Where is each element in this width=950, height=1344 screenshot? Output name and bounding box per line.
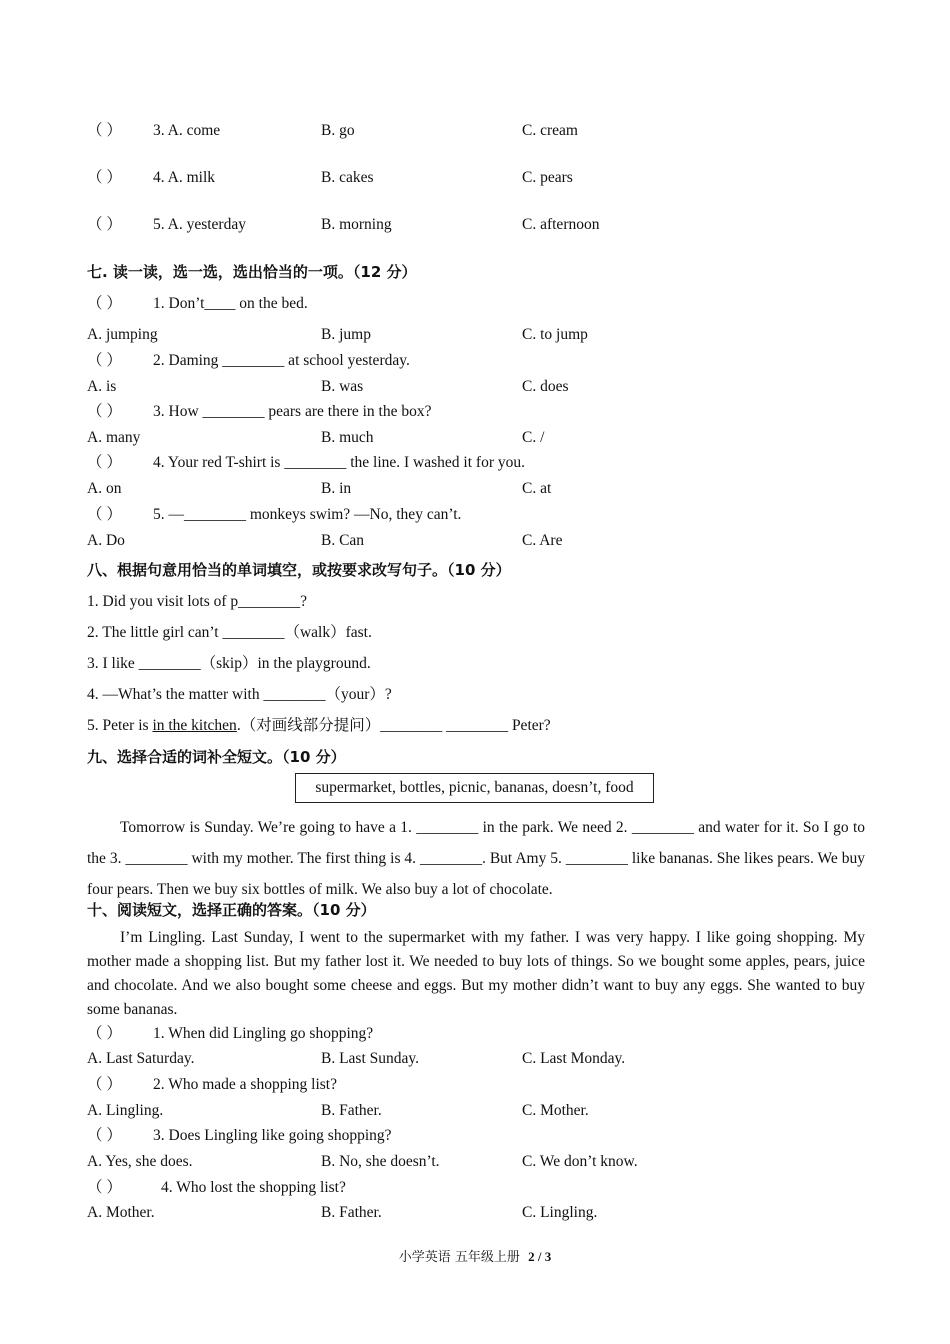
page-number: 2 / 3 (528, 1249, 552, 1264)
sec7-q3-options: A. many B. much C. / (87, 429, 545, 446)
sec10-q3-options: A. Yes, she does. B. No, she doesn’t. C. We don’t know. (87, 1153, 638, 1170)
page-footer: 小学英语 五年级上册 2 / 3 (398, 1249, 552, 1265)
section-7-title: 七. 读一读，选一选，选出恰当的一项。（12 分） (87, 263, 417, 281)
sec8-item-5: 5. Peter is in the kitchen.（对画线部分提问）________ ________ Peter? (87, 717, 551, 734)
sec10-q1-stem: （ ） 1. When did Lingling go shopping? (87, 1025, 374, 1042)
word-box: supermarket, bottles, picnic, bananas, doesn’t, food (295, 773, 654, 803)
sec8-item-4: 4. —What’s the matter with ________（your）? (87, 686, 392, 703)
sec10-q2-options: A. Lingling. B. Father. C. Mother. (87, 1102, 589, 1119)
sec7-q1-options: A. jumping B. jump C. to jump (87, 326, 588, 343)
sec10-passage: I’m Lingling. Last Sunday, I went to the supermarket with my father. I was very happy. I like going shopping. My mother made a shopping list. But my father lost it. We needed to buy lots of things. So we bought some apples, pears, juice and chocolate. And we also bought some cheese and eggs. But my mother didn’t want to buy any eggs. She wanted to buy some bananas. (87, 929, 865, 1018)
sec10-q3-stem: （ ） 3. Does Lingling like going shopping? (87, 1127, 392, 1144)
sec7-q2-options: A. is B. was C. does (87, 378, 569, 395)
sec7-q4-stem: （ ） 4. Your red T-shirt is ________ the line. I washed it for you. (87, 454, 525, 471)
sec6-q5: （ ） 5. A. yesterday B. morning C. afternoon (87, 216, 600, 233)
sec6-q3: （ ） 3. A. come B. go C. cream (87, 122, 578, 139)
sec10-q4-options: A. Mother. B. Father. C. Lingling. (87, 1204, 598, 1221)
section-8-title: 八、根据句意用恰当的单词填空，或按要求改写句子。（10 分） (87, 561, 511, 579)
sec7-q4-options: A. on B. in C. at (87, 480, 552, 497)
section-10-title: 十、阅读短文，选择正确的答案。（10 分） (87, 901, 376, 919)
sec6-q4: （ ） 4. A. milk B. cakes C. pears (87, 169, 573, 186)
sec7-q5-stem: （ ） 5. —________ monkeys swim? —No, they can’t. (87, 506, 462, 523)
sec7-q3-stem: （ ） 3. How ________ pears are there in the box? (87, 403, 432, 420)
underlined-phrase: in the kitchen (152, 717, 237, 734)
sec10-q2-stem: （ ） 2. Who made a shopping list? (87, 1076, 337, 1093)
section-9-title: 九、选择合适的词补全短文。（10 分） (87, 748, 346, 766)
sec8-item-3: 3. I like ________（skip）in the playground. (87, 655, 371, 672)
sec10-q1-options: A. Last Saturday. B. Last Sunday. C. Last Monday. (87, 1050, 626, 1067)
sec8-item-2: 2. The little girl can’t ________（walk）fast. (87, 624, 372, 641)
sec7-q5-options: A. Do B. Can C. Are (87, 532, 563, 549)
sec9-passage: Tomorrow is Sunday. We’re going to have a 1. ________ in the park. We need 2. ________ and water for it. So I go to the 3. ________ with my mother. The first thing is 4. ________. But Amy 5. ________ like bananas. She likes pears. We buy four pears. Then we buy six bottles of milk. We also buy a lot of chocolate. (87, 819, 865, 898)
sec7-q1-stem: （ ） 1. Don’t____ on the bed. (87, 295, 308, 312)
sec10-q4-stem: （ ） 4. Who lost the shopping list? (87, 1179, 346, 1196)
sec7-q2-stem: （ ） 2. Daming ________ at school yesterday. (87, 352, 410, 369)
sec8-item-1: 1. Did you visit lots of p________? (87, 593, 308, 610)
